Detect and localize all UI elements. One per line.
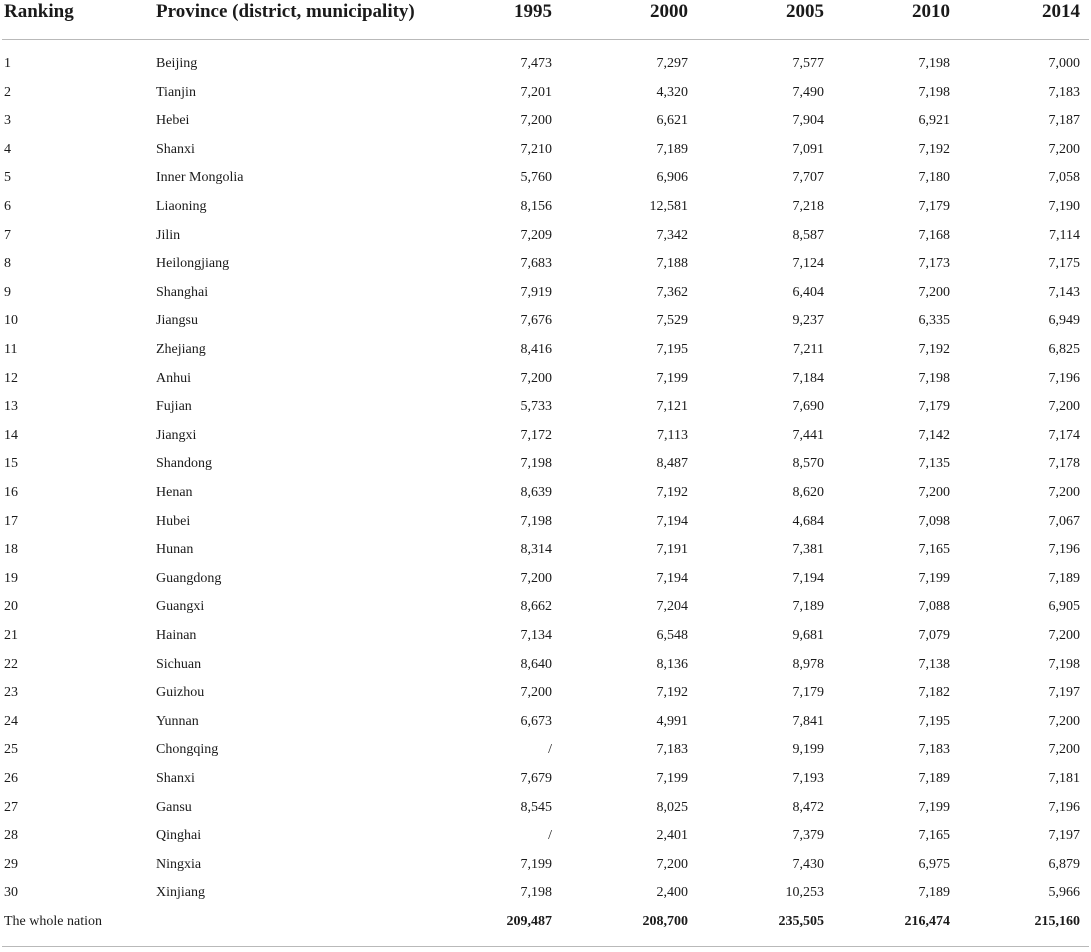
table-header: [0, 0, 1091, 28]
value-1995: 7,172: [520, 427, 552, 443]
total-2014: 215,160: [1034, 914, 1080, 929]
value-2010: 7,183: [918, 742, 950, 758]
value-2000: 7,362: [656, 284, 688, 300]
value-1995: 8,639: [520, 485, 552, 500]
rank-cell: 16: [4, 485, 18, 500]
table-row: [0, 136, 1091, 164]
value-2005: 9,237: [792, 313, 824, 329]
value-2000: 7,192: [656, 685, 688, 701]
table-row: [0, 536, 1091, 564]
value-2000: 7,189: [656, 141, 688, 157]
value-2005: 8,587: [792, 227, 824, 243]
value-2000: 7,194: [656, 513, 688, 529]
table-row: [0, 393, 1091, 421]
table-row: [0, 565, 1091, 593]
value-2014: 7,200: [1048, 141, 1080, 157]
value-1995: 8,640: [520, 656, 552, 672]
value-2014: 7,197: [1048, 828, 1080, 844]
table-row: [0, 622, 1091, 650]
total-2010: 216,474: [904, 914, 950, 929]
value-2014: 7,000: [1048, 56, 1080, 71]
value-2010: 7,198: [918, 56, 950, 71]
province-cell: Shandong: [156, 456, 212, 472]
value-2005: 7,189: [792, 599, 824, 615]
value-2010: 7,189: [918, 771, 950, 786]
value-2005: 9,199: [792, 742, 824, 758]
value-2014: 6,879: [1048, 856, 1080, 872]
value-2005: 10,253: [785, 885, 824, 901]
value-2014: 7,114: [1049, 227, 1080, 243]
value-1995: 7,198: [520, 456, 552, 472]
table-row: [0, 450, 1091, 478]
rank-cell: 8: [4, 256, 11, 272]
value-2010: 7,142: [918, 427, 950, 443]
value-2014: 7,058: [1048, 170, 1080, 186]
total-2000: 208,700: [642, 914, 688, 929]
value-2010: 7,192: [918, 141, 950, 157]
province-cell: Zhejiang: [156, 342, 206, 357]
value-1995: 7,676: [520, 313, 552, 329]
value-2005: 7,577: [792, 56, 824, 71]
value-2010: 7,179: [918, 399, 950, 415]
value-2005: 7,690: [792, 399, 824, 415]
table-row: [0, 193, 1091, 221]
table-row: [0, 851, 1091, 879]
value-2005: 7,184: [792, 370, 824, 386]
province-cell: Sichuan: [156, 656, 202, 672]
value-2010: 7,165: [918, 542, 950, 558]
rank-cell: 20: [4, 599, 18, 615]
province-cell: Shanxi: [156, 771, 195, 786]
table-row: [0, 794, 1091, 822]
value-2014: 7,200: [1048, 485, 1080, 500]
value-2005: 4,684: [792, 513, 824, 529]
value-2005: 8,620: [792, 485, 824, 500]
table-row: [0, 50, 1091, 78]
header-2014: 2014: [1042, 1, 1080, 22]
value-2000: 7,199: [656, 370, 688, 386]
value-2010: 7,198: [918, 84, 950, 100]
value-2005: 7,179: [792, 685, 824, 701]
header-rule: [2, 39, 1089, 40]
province-cell: Tianjin: [156, 84, 196, 100]
province-cell: Chongqing: [156, 742, 219, 758]
value-2010: 7,088: [918, 599, 950, 615]
value-1995: 5,760: [520, 170, 552, 186]
header-2005: 2005: [786, 1, 824, 22]
value-2010: 6,921: [918, 113, 950, 129]
value-2005: 7,707: [792, 170, 824, 186]
rank-cell: 5: [4, 170, 11, 186]
header-1995: 1995: [514, 1, 552, 22]
header-2010: 2010: [912, 1, 950, 22]
rank-cell: 19: [4, 570, 18, 586]
value-2000: 12,581: [649, 199, 688, 214]
table-row: [0, 708, 1091, 736]
province-cell: Jiangxi: [156, 427, 197, 443]
value-2014: 6,949: [1048, 313, 1080, 329]
rank-cell: 22: [4, 656, 18, 672]
province-cell: Guangdong: [156, 570, 222, 586]
value-1995: 7,200: [520, 370, 552, 386]
province-cell: Qinghai: [156, 828, 202, 844]
rank-cell: 9: [4, 284, 11, 300]
total-2005: 235,505: [778, 914, 824, 929]
value-2014: 7,200: [1048, 742, 1080, 758]
province-cell: Xinjiang: [156, 885, 205, 901]
table-row: [0, 736, 1091, 764]
value-2014: 7,181: [1048, 771, 1080, 786]
value-1995: 7,210: [520, 141, 552, 157]
province-cell: Hainan: [156, 628, 197, 643]
rank-cell: 25: [4, 742, 18, 758]
value-2010: 7,098: [918, 513, 950, 529]
value-2005: 6,404: [792, 284, 824, 300]
province-cell: Fujian: [156, 399, 192, 415]
value-2000: 7,199: [656, 771, 688, 786]
value-2000: 7,183: [656, 742, 688, 758]
total-row: [0, 908, 1091, 936]
table-row: [0, 365, 1091, 393]
value-2005: 7,490: [792, 84, 824, 100]
value-2005: 7,193: [792, 771, 824, 786]
rank-cell: 21: [4, 628, 18, 643]
value-2010: 7,179: [918, 199, 950, 214]
value-2014: 7,178: [1048, 456, 1080, 472]
province-cell: Ningxia: [156, 856, 202, 872]
value-2000: 7,191: [656, 542, 688, 558]
value-1995: 5,733: [520, 399, 552, 415]
value-1995: 8,416: [520, 342, 552, 357]
value-2000: 7,194: [656, 570, 688, 586]
province-cell: Hunan: [156, 542, 194, 558]
table-row: [0, 651, 1091, 679]
value-1995: /: [548, 742, 552, 758]
value-1995: 7,200: [520, 113, 552, 129]
value-2010: 6,335: [918, 313, 950, 329]
value-2005: 7,211: [793, 342, 824, 357]
value-2010: 7,138: [918, 656, 950, 672]
province-cell: Shanghai: [156, 284, 209, 300]
value-2000: 7,342: [656, 227, 688, 243]
value-2005: 8,472: [792, 799, 824, 815]
value-2010: 7,079: [918, 628, 950, 643]
province-cell: Henan: [156, 485, 193, 500]
rank-cell: 12: [4, 370, 18, 386]
value-2010: 7,199: [918, 570, 950, 586]
province-cell: Anhui: [156, 370, 191, 386]
value-2005: 9,681: [792, 628, 824, 643]
value-2014: 6,825: [1048, 342, 1080, 357]
value-2014: 7,196: [1048, 370, 1080, 386]
province-cell: Yunnan: [156, 713, 199, 729]
value-2010: 6,975: [918, 856, 950, 872]
header-province: Province (district, municipality): [156, 1, 415, 22]
value-1995: 7,473: [520, 56, 552, 71]
rank-cell: 23: [4, 685, 18, 701]
value-2000: 2,400: [656, 885, 688, 901]
value-1995: 7,134: [520, 628, 552, 643]
value-2000: 7,529: [656, 313, 688, 329]
value-2000: 7,192: [656, 485, 688, 500]
value-2005: 7,218: [792, 199, 824, 214]
value-2014: 7,198: [1048, 656, 1080, 672]
table-row: [0, 107, 1091, 135]
value-2000: 6,548: [656, 628, 688, 643]
value-2005: 7,379: [792, 828, 824, 844]
value-2010: 7,173: [918, 256, 950, 272]
rank-cell: 27: [4, 799, 18, 815]
value-2000: 2,401: [656, 828, 688, 844]
province-cell: Jiangsu: [156, 313, 198, 329]
value-1995: 7,209: [520, 227, 552, 243]
value-2005: 7,430: [792, 856, 824, 872]
rank-cell: 14: [4, 427, 18, 443]
value-2014: 5,966: [1048, 885, 1080, 901]
value-2014: 7,196: [1048, 542, 1080, 558]
value-2014: 7,200: [1048, 628, 1080, 643]
value-2005: 7,904: [792, 113, 824, 129]
province-cell: Guangxi: [156, 599, 205, 615]
value-2010: 7,200: [918, 284, 950, 300]
value-2014: 7,189: [1048, 570, 1080, 586]
value-2010: 7,180: [918, 170, 950, 186]
value-1995: 7,679: [520, 771, 552, 786]
value-2010: 7,168: [918, 227, 950, 243]
value-2000: 4,320: [656, 84, 688, 100]
value-2014: 7,143: [1048, 284, 1080, 300]
value-2000: 7,204: [656, 599, 688, 615]
value-2014: 7,197: [1048, 685, 1080, 701]
rank-cell: 11: [4, 342, 18, 357]
value-2014: 7,067: [1048, 513, 1080, 529]
table-row: [0, 679, 1091, 707]
table-row: [0, 479, 1091, 507]
value-2005: 7,194: [792, 570, 824, 586]
table-row: [0, 822, 1091, 850]
province-cell: Shanxi: [156, 141, 195, 157]
table-row: [0, 307, 1091, 335]
value-2014: 6,905: [1048, 599, 1080, 615]
value-2000: 6,906: [656, 170, 688, 186]
value-2014: 7,174: [1048, 427, 1080, 443]
value-2000: 7,297: [656, 56, 688, 71]
table-row: [0, 593, 1091, 621]
value-1995: 7,198: [520, 885, 552, 901]
rank-cell: 1: [4, 56, 11, 71]
table-row: [0, 222, 1091, 250]
value-2014: 7,187: [1048, 113, 1080, 129]
value-2005: 7,091: [792, 141, 824, 157]
rank-cell: 2: [4, 84, 11, 100]
table-row: [0, 279, 1091, 307]
province-cell: Jilin: [156, 227, 181, 243]
value-2010: 7,200: [918, 485, 950, 500]
rank-cell: 24: [4, 713, 18, 729]
value-2010: 7,165: [918, 828, 950, 844]
value-1995: 7,200: [520, 570, 552, 586]
value-2000: 8,136: [656, 656, 688, 672]
table-row: [0, 250, 1091, 278]
value-2014: 7,175: [1048, 256, 1080, 272]
value-1995: 7,200: [520, 685, 552, 701]
value-1995: 8,156: [520, 199, 552, 214]
header-2000: 2000: [650, 1, 688, 22]
table-row: [0, 79, 1091, 107]
rank-cell: 29: [4, 856, 18, 872]
value-2005: 7,841: [792, 713, 824, 729]
value-2000: 7,200: [656, 856, 688, 872]
value-2000: 7,195: [656, 342, 688, 357]
province-cell: Heilongjiang: [156, 256, 230, 272]
value-1995: 8,545: [520, 799, 552, 815]
province-cell: Hubei: [156, 513, 191, 529]
table-row: [0, 336, 1091, 364]
value-2010: 7,195: [918, 713, 950, 729]
value-2000: 8,487: [656, 456, 688, 472]
province-cell: Liaoning: [156, 199, 207, 214]
table-row: [0, 164, 1091, 192]
value-1995: 6,673: [520, 713, 552, 729]
table-row: [0, 765, 1091, 793]
rank-cell: 10: [4, 313, 18, 329]
value-2014: 7,196: [1048, 799, 1080, 815]
value-2000: 4,991: [656, 713, 688, 729]
value-1995: 7,199: [520, 856, 552, 872]
table-row: [0, 879, 1091, 907]
value-2005: 7,441: [792, 427, 824, 443]
table-row: [0, 422, 1091, 450]
total-1995: 209,487: [506, 914, 552, 929]
rank-cell: 4: [4, 141, 11, 157]
value-1995: 7,201: [520, 84, 552, 100]
value-2000: 8,025: [656, 799, 688, 815]
rank-cell: 18: [4, 542, 18, 558]
value-2010: 7,198: [918, 370, 950, 386]
rank-cell: 17: [4, 513, 18, 529]
rank-cell: 15: [4, 456, 18, 472]
value-2005: 7,124: [792, 256, 824, 272]
rank-cell: 6: [4, 199, 11, 214]
rank-cell: 30: [4, 885, 18, 901]
value-1995: 7,198: [520, 513, 552, 529]
value-1995: /: [548, 828, 552, 844]
value-2000: 6,621: [656, 113, 688, 129]
rank-cell: 7: [4, 227, 11, 243]
rank-cell: 26: [4, 771, 18, 786]
value-2000: 7,113: [657, 427, 688, 443]
header-ranking: Ranking: [4, 1, 74, 22]
value-2010: 7,182: [918, 685, 950, 701]
value-2010: 7,192: [918, 342, 950, 357]
value-2010: 7,199: [918, 799, 950, 815]
rank-cell: 3: [4, 113, 11, 129]
province-cell: Hebei: [156, 113, 190, 129]
rank-cell: 13: [4, 399, 18, 415]
value-1995: 7,683: [520, 256, 552, 272]
value-2000: 7,121: [656, 399, 688, 415]
province-cell: Beijing: [156, 56, 198, 71]
value-1995: 7,919: [520, 284, 552, 300]
value-2014: 7,200: [1048, 399, 1080, 415]
value-2014: 7,200: [1048, 713, 1080, 729]
value-2014: 7,190: [1048, 199, 1080, 214]
value-2005: 7,381: [792, 542, 824, 558]
province-cell: Gansu: [156, 799, 192, 815]
value-1995: 8,314: [520, 542, 552, 558]
value-2010: 7,135: [918, 456, 950, 472]
value-2010: 7,189: [918, 885, 950, 901]
value-2014: 7,183: [1048, 84, 1080, 100]
rank-cell: 28: [4, 828, 18, 844]
value-2005: 8,570: [792, 456, 824, 472]
province-cell: Inner Mongolia: [156, 170, 244, 186]
total-label: The whole nation: [4, 914, 102, 929]
bottom-rule: [2, 946, 1089, 947]
province-cell: Guizhou: [156, 685, 205, 701]
value-1995: 8,662: [520, 599, 552, 615]
table-row: [0, 508, 1091, 536]
value-2000: 7,188: [656, 256, 688, 272]
value-2005: 8,978: [792, 656, 824, 672]
